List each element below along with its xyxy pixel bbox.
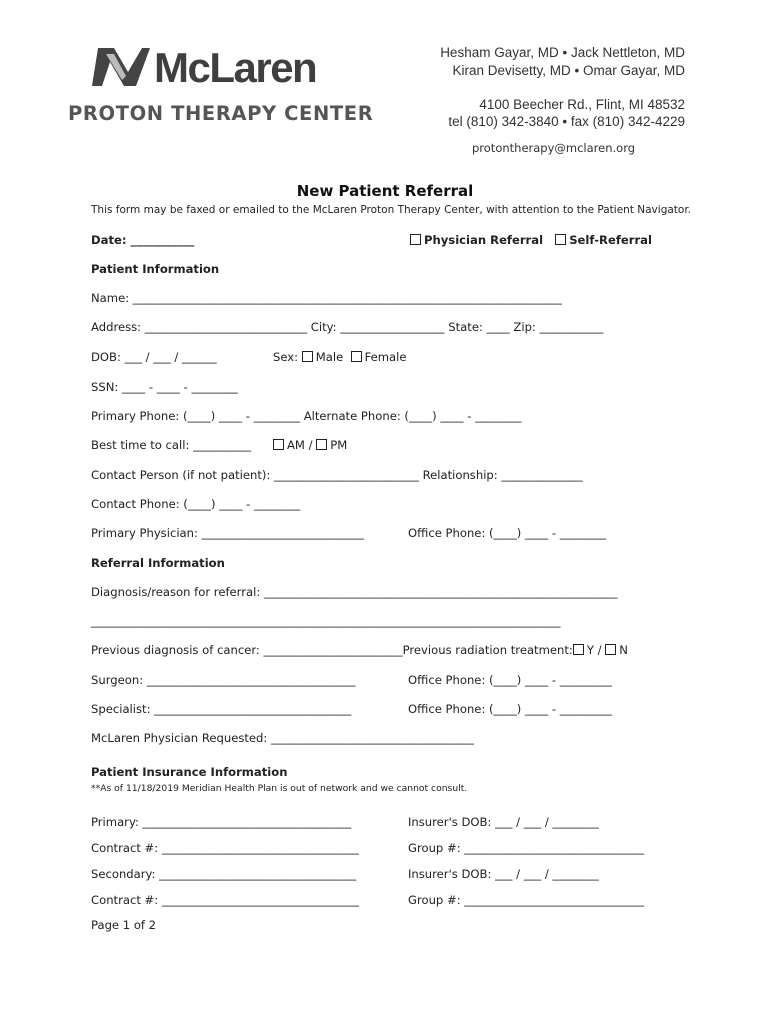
office-phone-field-3[interactable]: Office Phone: (____) ____ - _________ (408, 702, 612, 716)
primary-insurance-field[interactable]: Primary: ____________________________________ (91, 815, 352, 829)
sex-label: Sex: (273, 350, 299, 364)
specialist-field[interactable]: Specialist: __________________________________ (91, 702, 352, 716)
surgeon-field[interactable]: Surgeon: ____________________________________ (91, 673, 356, 687)
contact-person-field[interactable]: Contact Person (if not patient): _________________________ Relationship: ______________ (91, 468, 583, 482)
previous-diagnosis-label[interactable]: Previous diagnosis of cancer: ________________________Previous radiation treatment: (91, 643, 573, 657)
contract-field-1[interactable]: Contract #: __________________________________ (91, 841, 359, 855)
mclaren-logo (92, 44, 332, 92)
best-time-field[interactable]: Best time to call: __________ (91, 438, 252, 452)
physician-referral-checkbox[interactable] (410, 234, 421, 245)
mclaren-physician-field[interactable]: McLaren Physician Requested: ___________________________________ (91, 731, 474, 745)
female-checkbox[interactable] (351, 351, 362, 362)
referral-info-heading: Referral Information (91, 556, 225, 570)
center-phone-fax: tel (810) 342-3840 • fax (810) 342-4229 (448, 114, 685, 129)
primary-phone-field[interactable]: Primary Phone: (____) ____ - ________ Alternate Phone: (____) ____ - ________ (91, 409, 522, 423)
office-phone-field-1[interactable]: Office Phone: (____) ____ - ________ (408, 526, 607, 540)
insurer-dob-field-2[interactable]: Insurer's DOB: ___ / ___ / ________ (408, 867, 599, 881)
self-referral-label: Self-Referral (569, 233, 652, 247)
pm-checkbox[interactable] (316, 439, 327, 450)
contract-field-2[interactable]: Contract #: __________________________________ (91, 893, 359, 907)
diagnosis-field[interactable]: Diagnosis/reason for referral: _____________________________________________________________ (91, 585, 618, 599)
date-field[interactable]: Date: ___________ (91, 233, 195, 247)
center-email: protontherapy@mclaren.org (472, 141, 636, 155)
form-title: New Patient Referral (296, 182, 474, 200)
referral-type (410, 233, 652, 247)
secondary-insurance-field[interactable]: Secondary: __________________________________ (91, 867, 357, 881)
contact-phone-field[interactable]: Contact Phone: (____) ____ - ________ (91, 497, 301, 511)
physicians-line-2: Kiran Devisetty, MD • Omar Gayar, MD (452, 63, 685, 78)
address-field[interactable]: Address: ____________________________ City: __________________ State: ____ Zip: ___________ (91, 320, 604, 334)
physician-referral-label: Physician Referral (424, 233, 544, 247)
name-field[interactable]: Name: __________________________________________________________________________ (91, 291, 562, 305)
ssn-field[interactable]: SSN: ____ - ____ - ________ (91, 380, 238, 394)
radiation-no-checkbox[interactable] (605, 644, 616, 655)
office-phone-field-2[interactable]: Office Phone: (____) ____ - _________ (408, 673, 612, 687)
am-label: AM / (287, 438, 313, 452)
insurance-note: **As of 11/18/2019 Meridian Health Plan is out of network and we cannot consult. (91, 783, 468, 794)
group-field-1[interactable]: Group #: _______________________________ (408, 841, 644, 855)
diagnosis-continuation-field[interactable]: _________________________________________________________________________________ (91, 614, 561, 628)
patient-info-heading: Patient Information (91, 262, 220, 276)
male-checkbox[interactable] (302, 351, 313, 362)
physicians-line-1: Hesham Gayar, MD • Jack Nettleton, MD (440, 45, 685, 60)
insurer-dob-field-1[interactable]: Insurer's DOB: ___ / ___ / ________ (408, 815, 599, 829)
radiation-yes-label: Y / (586, 643, 602, 657)
logo-subtitle: PROTON THERAPY CENTER (68, 102, 374, 125)
radiation-yes-checkbox[interactable] (573, 644, 584, 655)
page-number: Page 1 of 2 (91, 918, 157, 932)
am-pm-choice (273, 438, 347, 452)
primary-physician-field[interactable]: Primary Physician: ____________________________ (91, 526, 364, 540)
am-checkbox[interactable] (273, 439, 284, 450)
group-field-2[interactable]: Group #: _______________________________ (408, 893, 644, 907)
insurance-heading: Patient Insurance Information (91, 765, 288, 779)
self-referral-checkbox[interactable] (555, 234, 566, 245)
pm-label: PM (330, 438, 348, 452)
form-intro: This form may be faxed or emailed to the McLaren Proton Therapy Center, with attention to the Patient Navigator. (91, 204, 692, 216)
female-label: Female (364, 350, 407, 364)
center-address: 4100 Beecher Rd., Flint, MI 48532 (479, 97, 685, 112)
previous-diagnosis-field (91, 643, 628, 657)
dob-field[interactable]: DOB: ___ / ___ / ______ (91, 350, 217, 364)
logo-wordmark: McLaren (154, 44, 317, 91)
sex-field (273, 350, 407, 364)
radiation-no-label: N (619, 643, 628, 657)
mclaren-logo-mark-icon (92, 44, 150, 90)
male-label: Male (315, 350, 344, 364)
